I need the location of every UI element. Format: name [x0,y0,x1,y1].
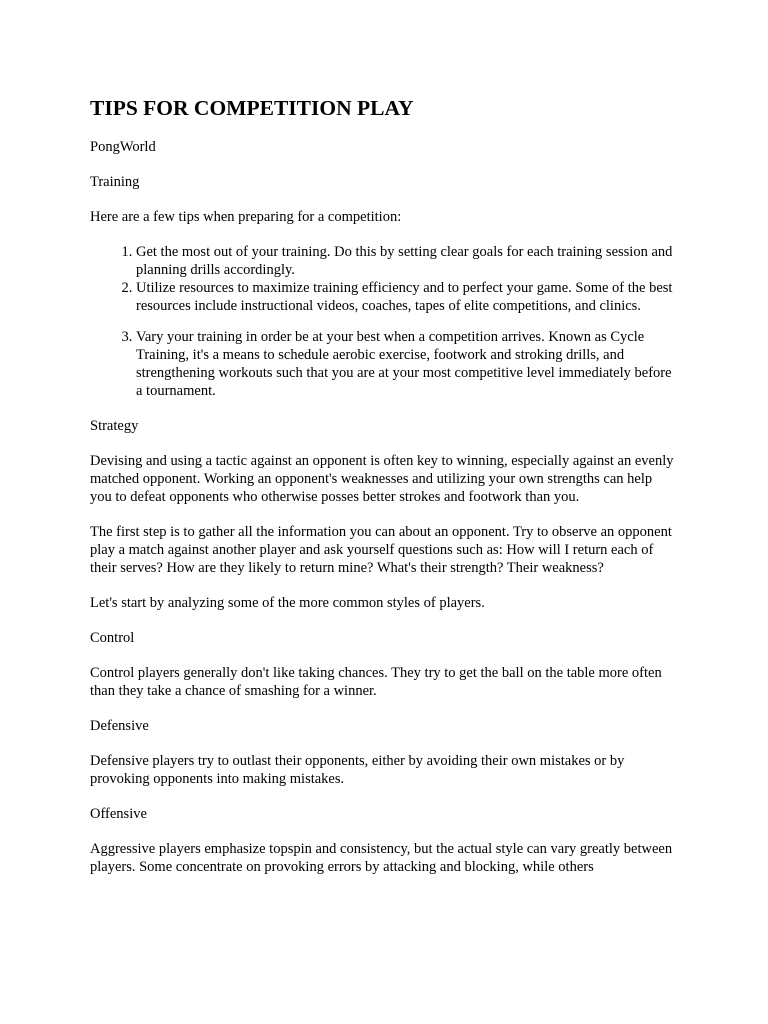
section-heading-offensive: Offensive [90,806,147,822]
strategy-paragraph: Devising and using a tactic against an opponent is often key to winning, especially against an evenly matched opponent. Working an opponent's weaknesses and utilizing your own strengths can help you to defeat opponents who otherwise posses better strokes and footwork than you. [90,453,674,505]
section-heading-training: Training [90,174,140,190]
control-paragraph: Control players generally don't like taking chances. They try to get the ball on the table more often than they take a chance of smashing for a winner. [90,665,662,699]
document-page [90,95,675,893]
document-title: TIPS FOR COMPETITION PLAY [90,96,414,120]
training-intro: Here are a few tips when preparing for a competition: [90,209,402,225]
offensive-paragraph: Aggressive players emphasize topspin and consistency, but the actual style can vary greatly between players. Some concentrate on provoking errors by attacking and blocking, while others [90,841,673,875]
tip-item: 3. Vary your training in order be at your best when a competition arrives. Known as Cycle Training, it's a means to schedule aerobic exercise, footwork and stroking drills, and strengthening workouts such that you are at your most competitive level immediately before a tournament. [136,328,675,400]
defensive-paragraph: Defensive players try to outlast their opponents, either by avoiding their own mistakes or by provoking opponents into making mistakes. [90,753,625,787]
tip-item: 1. Get the most out of your training. Do this by setting clear goals for each training session and planning drills accordingly. [136,243,675,279]
document-source: PongWorld [90,139,156,155]
strategy-paragraph: The first step is to gather all the information you can about an opponent. Try to observe an opponent play a match against another player and ask yourself questions such as: How will I return each of their serves? How are they likely to return mine? What's their strength? Their weakness? [90,524,672,576]
section-heading-defensive: Defensive [90,718,149,734]
section-heading-strategy: Strategy [90,418,139,434]
strategy-paragraph: Let's start by analyzing some of the more common styles of players. [90,595,485,611]
section-heading-control: Control [90,630,135,646]
tip-item: 2. Utilize resources to maximize training efficiency and to perfect your game. Some of the best resources include instructional videos, coaches, tapes of elite competitions, and clinics. [136,279,675,315]
tips-list [90,243,675,400]
